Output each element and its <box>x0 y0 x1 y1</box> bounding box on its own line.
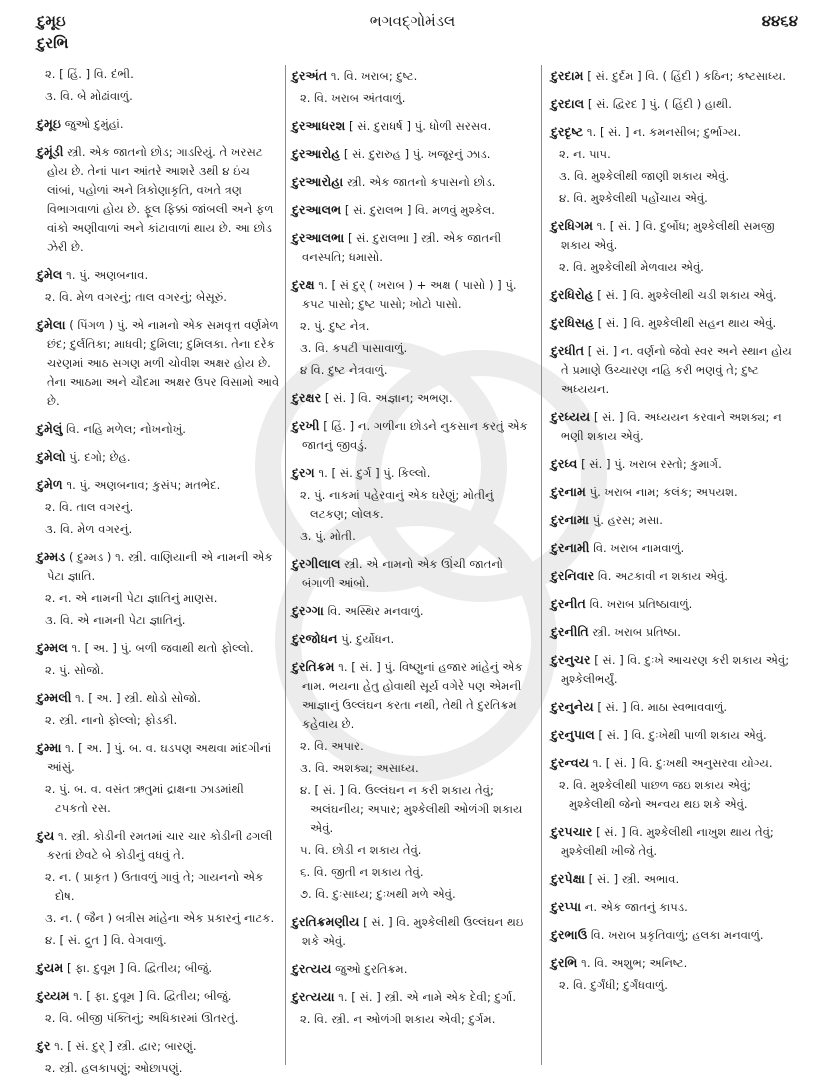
headword: દુરનીતિ <box>551 624 589 639</box>
definition-text: [ સં. ] વિ. માઠા સ્વભાવવાળું. <box>597 700 728 714</box>
dictionary-entry <box>292 116 535 136</box>
entry-definition <box>551 725 796 745</box>
headword: દુરઆધરશ <box>292 118 346 133</box>
definition-text: ૧. [ સં. ] સ્ત્રી. એ નામે એક દેવી; દુર્ગા. <box>338 990 517 1004</box>
entry-definition <box>37 447 280 467</box>
entry-definition <box>551 285 796 305</box>
entry-definition <box>292 987 535 1007</box>
headword: દુરઆલભા <box>292 230 345 245</box>
dictionary-entry <box>37 738 280 818</box>
headword: દુર <box>37 1038 51 1053</box>
definition-text: ૧. [ અ. ] સ્ત્રી. થોડો સોજો. <box>75 691 201 705</box>
headword: દુરધ્વ <box>551 456 578 471</box>
entry-definition <box>292 200 535 220</box>
entry-definition <box>37 265 280 285</box>
definition-text: [ સં. દુર્દમ ] વિ. ( હિંદી ) કઠિન; કષ્ટસાધ્ય. <box>587 69 786 83</box>
headword: દુરઆરોહા <box>292 174 344 189</box>
headword: દુરતિક્રમ <box>292 659 335 674</box>
dictionary-entry <box>551 622 796 642</box>
headword: દુમેલું <box>37 421 63 436</box>
entry-definition <box>292 959 535 979</box>
entry-definition <box>37 114 280 134</box>
headword: દુમ્મા <box>37 740 62 755</box>
headword: દુરધીત <box>551 343 585 358</box>
entry-definition <box>551 594 796 614</box>
headword: દુમેલા <box>37 317 66 332</box>
sense-item: ૨. વિ. બીજી પંક્તિનું; અધિકારમાં ઊતરતું. <box>45 1011 239 1025</box>
entry-definition <box>37 475 280 495</box>
headword: દુરધિરોહ <box>551 287 594 302</box>
definition-text: [ ફા. દુવૂમ ] વિ. દ્વિતીય; બીજું. <box>66 961 213 975</box>
dictionary-entry <box>551 313 796 333</box>
dictionary-entry <box>292 228 535 267</box>
headword: દુરનામા <box>551 512 589 527</box>
entry-definition <box>551 482 796 502</box>
dictionary-entry <box>551 725 796 745</box>
dictionary-entry <box>37 638 280 680</box>
definition-text: પું. દગો; છેહ. <box>69 450 131 464</box>
guide-word-last: દુરભિ <box>37 34 69 52</box>
headword: દુમૂઇ <box>37 116 62 131</box>
definition-text: ૧. [ સં. ] પું. વિષ્ણુનાં હજાર માંહેનું એક નામ. ભયના હેતુ હોવાથી સૂર્ય વગેરે પણ એમની આજ્ઞાનું ઉલ્લંઘન કરતા નથી, તેથી તે દુરતિક્રમ કહેવાય છે. <box>302 660 523 731</box>
definition-text: ૧. [ ફા. દુવૂમ ] વિ. દ્વિતીય; બીજું. <box>73 989 232 1003</box>
dictionary-column-3 <box>551 66 796 1003</box>
entry-definition <box>551 454 796 474</box>
dictionary-entry <box>551 482 796 502</box>
dictionary-entry <box>551 594 796 614</box>
definition-text: જુઓ દુરતિક્રમ. <box>335 962 408 976</box>
definition-text: પું. દુર્યોધન. <box>341 632 395 646</box>
headword: દુરદામ <box>551 68 584 83</box>
entry-definition <box>292 416 535 455</box>
entry-definition <box>37 826 280 865</box>
definition-text: ૧. [ સં. ] વિ. દુઃખથી અનુસરવા યોગ્ય. <box>592 756 773 770</box>
sense-item: ૨. વિ. મુશ્કેલીથી પાછળ જઇ શકાય એવું; મુશ્કેલીથી જેનો અન્વય થઇ શકે એવું. <box>559 778 752 811</box>
entry-definition <box>551 341 796 399</box>
definition-text: [ સં. દુરાલભ ] વિ. મળવું મુશ્કેલ. <box>344 203 495 217</box>
definition-text: ૧. સ્ત્રી. કોડીની રમતમાં ચાર ચાર કોડીની ઢગલી કરતાં છેવટે બે કોડીનું વધવું તે. <box>47 829 273 862</box>
sense-item: ૨. ન. એ નામની પેટા જ્ઞાતિનું માણસ. <box>45 591 218 605</box>
entry-definition <box>551 313 796 333</box>
page-header <box>0 12 825 34</box>
definition-text: [ સં. ] વિ. મુશ્કેલીથી ઉલ્લંઘન થઇ શકે એવું. <box>302 915 524 948</box>
dictionary-entry <box>292 275 535 380</box>
sense-item: ૩. વિ. અશક્ય; અસાધ્ય. <box>300 761 419 775</box>
dictionary-entry <box>292 172 535 192</box>
definition-text: ન. એક જાતનું કાપડ. <box>584 900 688 914</box>
entry-definition <box>551 953 796 973</box>
entry-definition <box>292 601 535 621</box>
dictionary-entry <box>551 953 796 995</box>
dictionary-entry <box>37 65 280 106</box>
entry-definition <box>551 538 796 558</box>
entry-definition <box>551 925 796 945</box>
column-divider <box>285 65 286 1065</box>
sense-item: ૩. વિ. કપટી પાસાવાળું. <box>300 341 408 355</box>
entry-definition <box>37 1036 280 1056</box>
definition-text: વિ. નહિ મળેલ; નોખનોખું. <box>66 422 186 436</box>
definition-text: ૧. [ સં દુર્ ( ખરાબ ) + અક્ષ ( પાસો ) ] પું. કપટ પાસો; દુષ્ટ પાસો; ખોટો પાસો. <box>302 278 517 311</box>
headword: દુમ્મડ <box>37 549 66 564</box>
dictionary-entry <box>551 216 796 277</box>
dictionary-entry <box>551 822 796 861</box>
definition-text: [ સં. દુરાલભા ] સ્ત્રી. એક જાતની વનસ્પતિ; ધમાસો. <box>302 231 502 264</box>
definition-text: [ સં. ] વિ. મુશ્કેલીથી સહન થાય એવું. <box>597 316 777 330</box>
sense-item: ૨. વિ. અપાર. <box>300 739 364 753</box>
dictionary-entry <box>551 122 796 208</box>
headword: દુરઆલભ <box>292 202 342 217</box>
dictionary-entry <box>292 959 535 979</box>
dictionary-entry <box>551 454 796 474</box>
headword: દુય <box>37 828 55 843</box>
sense-item: ૨. [ હિં. ] વિ. દંભી. <box>45 67 134 81</box>
sense-item: ૨. સ્ત્રી. હલકાપણું; ઓછાપણું. <box>45 1061 183 1075</box>
sense-item: ૩. વિ. એ નામની પેટા જ્ઞાતિનું. <box>45 613 186 627</box>
headword: દુરનામ <box>551 484 586 499</box>
definition-text: [ સં. ] વિ. મુશ્કેલીથી ચડી શકાય એવું. <box>597 288 777 302</box>
entry-definition <box>292 275 535 314</box>
sense-item: ૨. વિ. મેળ વગરનું; તાલ વગરનું; બેસૂરું. <box>45 290 227 304</box>
entry-definition <box>292 116 535 136</box>
dictionary-entry <box>551 94 796 114</box>
sense-item: ૩. વિ. મુશ્કેલીથી જાણી શકાય એવું. <box>559 169 730 183</box>
dictionary-entry <box>292 144 535 164</box>
definition-text: વિ. ખરાબ પ્રતિષ્ઠાવાળું. <box>589 597 693 611</box>
headword: દુમેલો <box>37 449 66 464</box>
sense-item: ૪ વિ. દુષ્ટ નેત્રવાળું. <box>300 363 388 377</box>
headword: દુરગીલાલ <box>292 556 341 571</box>
sense-item: ૨. પું. નાકમાં પહેરવાનું એક ઘરેણું; મોતીનું લટકણ; લોલક. <box>300 488 494 521</box>
column-divider <box>541 65 542 1065</box>
definition-text: પું. હરસ; મસા. <box>592 513 663 527</box>
headword: દુરપ્પા <box>551 899 582 914</box>
headword: દુરનીત <box>551 596 586 611</box>
headword: દુરધિસહ <box>551 315 595 330</box>
headword: દુરખી <box>292 418 320 433</box>
definition-text: ૧. [ સં. ] ન. કમનસીબ; દુર્ભાગ્ય. <box>586 125 742 139</box>
entry-definition <box>37 958 280 978</box>
dictionary-entry <box>551 897 796 917</box>
entry-definition <box>551 822 796 861</box>
dictionary-entry <box>292 657 535 904</box>
headword: દુમૂંડી <box>37 144 64 159</box>
dictionary-entry <box>292 912 535 951</box>
dictionary-entry <box>37 475 280 539</box>
definition-text: વિ. અટકાવી ન શકાય એવું. <box>597 569 728 583</box>
definition-text: [ સં. ] વિ. અજ્ઞાન; અભણ. <box>324 391 453 405</box>
entry-definition <box>551 216 796 255</box>
dictionary-entry <box>292 987 535 1029</box>
headword: દુરતિક્રમણીય <box>292 914 360 929</box>
sense-item: ૨. વિ. સ્ત્રી. ન ઓળંગી શકાય એવી; દુર્ગમ. <box>300 1012 496 1026</box>
sense-item: ૩. વિ. મેળ વગરનું. <box>45 522 133 536</box>
definition-text: ( દુમ્મડ ) ૧. સ્ત્રી. વાણિયાની એ નામની એક પેટા જ્ઞાતિ. <box>47 550 273 583</box>
sense-item: ૨. વિ. મુશ્કેલીથી મેળવાય એવું. <box>559 260 704 274</box>
headword: દુરગ્ગા <box>292 603 324 618</box>
definition-text: સ્ત્રી. એક જાતનો કપાસનો છોડ. <box>346 175 496 189</box>
definition-text: ૧. પું. અણબનાવ. <box>66 268 149 282</box>
entry-definition <box>37 738 280 777</box>
sense-item: ૩. વિ. બે મોઢાંવાળું. <box>45 89 133 103</box>
sense-item: ૪. [ સં. ] વિ. ઉલ્લંઘન ન કરી શકાય તેવું; અલંઘનીય; અપાર; મુશ્કેલીથી ઓળંગી શકાય એવું. <box>300 783 523 835</box>
definition-text: ૧. પું. અણબનાવ; કુસંપ; મતભેદ. <box>66 478 221 492</box>
sense-item: ૪. [ સં. દ્રુત ] વિ. વેગવાળું. <box>45 933 167 947</box>
entry-definition <box>551 869 796 889</box>
entry-definition <box>37 638 280 658</box>
headword: દુરન્વય <box>551 755 590 770</box>
headword: દુરપેક્ષા <box>551 871 585 886</box>
headword: દુરનામી <box>551 540 590 555</box>
dictionary-entry <box>551 285 796 305</box>
headword: દુરપચાર <box>551 824 593 839</box>
headword: દુરત્યય <box>292 961 332 976</box>
dictionary-entry <box>292 388 535 408</box>
entry-definition <box>551 66 796 86</box>
entry-definition <box>551 566 796 586</box>
definition-text: વિ. ખરાબ નામવાળું. <box>593 541 685 555</box>
definition-text: [ સં. ] વિ. અધ્યયન કરવાને અશક્ય; ન ભણી શકાય એવું. <box>561 410 782 443</box>
sense-item: ૨. પું. બ. વ. વસંત ઋતુમાં દ્રાક્ષના ઝાડમાંથી ટપકતો રસ. <box>45 782 244 815</box>
definition-text: ૧. [ સં. ] વિ. દુર્બોધ; મુશ્કેલીથી સમજી શકાય એવું. <box>561 219 775 252</box>
dictionary-entry <box>37 1036 280 1078</box>
dictionary-entry <box>292 66 535 108</box>
definition-text: ૧. [ સં. દુર્ગ ] પું. કિલ્લો. <box>318 466 431 480</box>
entry-definition <box>292 912 535 951</box>
headword: દુરદાલ <box>551 96 585 111</box>
dictionary-entry <box>551 925 796 945</box>
definition-text: સ્ત્રી. એક જાતનો છોડ; ગાડરિયું. તે ખરસટ હોય છે. તેનાં પાન આંતરે આશરે ૩થી ૪ ઇંચ લાંબાં, પહોળાં અને ત્રિકોણાકૃતિ, વખતે ત્રણ વિભાગવાળાં હોય છે. ફૂલ ફિક્કાં જાંબલી અને ફળ વાંકો અણીવાળાં અને કાંટાવાળાં થાય છે. આ છોડ ઝેરી છે. <box>47 145 274 254</box>
headword: દુમેલ <box>37 267 63 282</box>
entry-definition <box>551 510 796 530</box>
headword: દુરભિ <box>551 955 578 970</box>
dictionary-entry <box>37 114 280 134</box>
definition-text: ૧. [ અ. ] પું. બળી જવાથી થતો ફોલ્લો. <box>71 641 254 655</box>
entry-definition <box>551 122 796 142</box>
dictionary-entry <box>551 538 796 558</box>
definition-text: [ સં. ] વિ. દુઃખે આચરણ કરી શકાય એવું; મુશ્કેલીભર્યું. <box>561 653 790 686</box>
definition-text: ૧. વિ. ખરાબ; દુષ્ટ. <box>330 69 418 83</box>
entry-definition <box>551 650 796 689</box>
dictionary-entry <box>551 566 796 586</box>
sense-item: ૨. પું. સોજો. <box>45 663 104 677</box>
headword: દુરગ <box>292 465 315 480</box>
definition-text: [ સં. ] પું. ખરાબ રસ્તો; કુમાર્ગ. <box>581 457 722 471</box>
entry-definition <box>292 228 535 267</box>
headword: દુમ્મલી <box>37 690 72 705</box>
sense-item: ૪. વિ. મુશ્કેલીથી પહોંચાય એવું. <box>559 191 708 205</box>
headword: દુરદૃષ્ટ <box>551 124 584 139</box>
headword: દુરનિવાર <box>551 568 595 583</box>
dictionary-entry <box>551 341 796 399</box>
entry-definition <box>292 657 535 734</box>
headword: દુરધિગમ <box>551 218 594 233</box>
dictionary-entry <box>37 419 280 439</box>
dictionary-entry <box>551 869 796 889</box>
dictionary-entry <box>37 265 280 307</box>
sense-item: ૩. પું. મોતી. <box>300 529 356 543</box>
dictionary-entry <box>292 554 535 593</box>
definition-text: [ સં. ] વિ. દુઃખેથી પાળી શકાય એવું. <box>598 728 767 742</box>
definition-text: વિ. ખરાબ પ્રકૃતિવાળું; હલકા મનવાળું. <box>590 928 764 942</box>
entry-definition <box>292 172 535 192</box>
dictionary-entry <box>292 463 535 546</box>
definition-text: [ સં. દ્વિરદ ] પું. ( હિંદી ) હાથી. <box>587 97 732 111</box>
sense-item: ૨. ન. પાપ. <box>559 147 611 161</box>
definition-text: [ સં. ] વિ. મુશ્કેલીથી નાખુશ થાય તેવું; મુશ્કેલીથી ખીજે તેવું. <box>561 825 774 858</box>
dictionary-entry <box>292 601 535 621</box>
dictionary-entry <box>37 986 280 1028</box>
definition-text: જુઓ દુમુંહાં. <box>64 117 124 131</box>
headword: દુરજોધન <box>292 631 338 646</box>
page-number: ૪૪૬૪ <box>761 12 798 30</box>
entry-definition <box>37 419 280 439</box>
dictionary-entry <box>37 315 280 411</box>
entry-definition <box>551 94 796 114</box>
dictionary-entry <box>292 629 535 649</box>
sense-item: ૨. વિ. તાલ વગરનું. <box>45 500 134 514</box>
sense-item: ૩. ન. ( જૈન ) બત્રીસ માંહેના એક પ્રકારનું નાટક. <box>45 911 275 925</box>
entry-definition <box>37 142 280 257</box>
headword: દુરધ્યય <box>551 409 591 424</box>
headword: દુયમ <box>37 960 64 975</box>
sense-item: ૫. વિ. છોડી ન શકાય તેવું. <box>300 843 422 857</box>
entry-definition <box>551 622 796 642</box>
definition-text: [ સં. ] ન. વર્ણનો જેવો સ્વર અને સ્થાન હોય તે પ્રમાણે ઉચ્ચારણ નહિ કરી ભણવું તે; દુષ્ટ અધ્યયન. <box>561 344 792 396</box>
sense-item: ૬. વિ. જીતી ન શકાય તેવું. <box>300 865 424 879</box>
headword: દુમ્મલ <box>37 640 68 655</box>
headword: દુરઆરોહ <box>292 146 341 161</box>
dictionary-column-1 <box>37 62 280 1086</box>
definition-text: સ્ત્રી. ખરાબ પ્રતિષ્ઠા. <box>592 625 681 639</box>
sense-item: ૨. વિ. દુર્ગંધી; દુર્ગંધવાળું. <box>559 978 668 992</box>
dictionary-entry <box>37 142 280 257</box>
entry-definition <box>551 697 796 717</box>
definition-text: વિ. અસ્થિર મનવાળું. <box>327 604 424 618</box>
definition-text: ૧. [ સં. દુર્ ] સ્ત્રી. દ્વાર; બારણું. <box>54 1039 197 1053</box>
dictionary-entry <box>37 547 280 630</box>
entry-definition <box>37 547 280 586</box>
entry-definition <box>37 688 280 708</box>
headword: દુરનુપાલ <box>551 727 595 742</box>
entry-definition <box>292 66 535 86</box>
definition-text: સ્ત્રી. એ નામનો એક ઊંચી જાતનો બંગાળી આંબો. <box>302 557 503 590</box>
entry-definition <box>292 629 535 649</box>
entry-definition <box>37 986 280 1006</box>
definition-text: [ સં. દુરારુહ ] પું. ખજૂરનું ઝાડ. <box>343 147 491 161</box>
entry-definition <box>37 315 280 411</box>
definition-text: [ હિં. ] ન. ગળીના છોડને નુકસાન કરતું એક જાતનું જીવડું. <box>302 419 528 452</box>
entry-definition <box>292 463 535 483</box>
definition-text: [ સં. ] સ્ત્રી. અભાવ. <box>588 872 680 886</box>
dictionary-entry <box>551 407 796 446</box>
guide-word-first: દુમૂઇ <box>37 12 66 30</box>
entry-definition <box>551 753 796 773</box>
sense-item: ૭. વિ. દુઃસાધ્ય; દુઃખથી મળે એવું. <box>300 887 456 901</box>
entry-definition <box>551 897 796 917</box>
headword: દુરત્યયા <box>292 989 335 1004</box>
entry-definition <box>292 554 535 593</box>
headword: દુરભાઉ <box>551 927 588 942</box>
dictionary-entry <box>551 510 796 530</box>
headword: દુરનુનેય <box>551 699 594 714</box>
entry-definition <box>292 144 535 164</box>
dictionary-entry <box>551 66 796 86</box>
dictionary-column-2 <box>292 66 535 1037</box>
entry-definition <box>292 388 535 408</box>
headword: દુય્યમ <box>37 988 70 1003</box>
dictionary-entry <box>37 958 280 978</box>
sense-item: ૨. પું. દુષ્ટ નેત્ર. <box>300 319 370 333</box>
definition-text: ૧. [ અ. ] પું. બ. વ. ઘડપણ અથવા માંદગીનાં આંસું. <box>47 741 272 774</box>
definition-text: [ સં. દુરાધર્ષ ] પું. ધોળી સરસવ. <box>349 119 492 133</box>
headword: દુરક્ષ <box>292 277 315 292</box>
dictionary-entry <box>37 826 280 950</box>
dictionary-entry <box>37 447 280 467</box>
definition-text: ૧. વિ. અશુભ; અનિષ્ટ. <box>581 956 688 970</box>
dictionary-entry <box>551 650 796 689</box>
definition-text: પું. ખરાબ નામ; કલંક; અપયશ. <box>589 485 738 499</box>
dictionary-entry <box>292 200 535 220</box>
dictionary-entry <box>37 688 280 730</box>
dictionary-entry <box>551 753 796 814</box>
headword: દુરક્ષર <box>292 390 322 405</box>
dictionary-entry <box>292 416 535 455</box>
dictionary-entry <box>551 697 796 717</box>
entry-definition <box>551 407 796 446</box>
headword: દુમેળ <box>37 477 63 492</box>
page-title: ભગવદ્ગોમંડલ <box>369 12 456 30</box>
sense-item: ૨. ન. ( પ્રાકૃત ) ઉતાવળું ગાવું તે; ગાયનનો એક દોષ. <box>45 870 264 903</box>
headword: દુરનુચર <box>551 652 591 667</box>
sense-item: ૨. સ્ત્રી. નાનો ફોલ્લો; ફોડકી. <box>45 713 178 727</box>
definition-text: ( પિંગળ ) પું. એ નામનો એક સમવૃત્ત વર્ણમેળ છંદ; દુર્લતિકા; માધવી; દુમિલા; દુમિલકા. તેના દરેક ચરણમાં આઠ સગણ મળી ચોવીશ અક્ષર હોય છે. તેના આઠમા અને ચૌદમા અક્ષર ઉપર વિસામો આવે છે. <box>47 318 280 408</box>
headword: દુરઅંત <box>292 68 328 83</box>
sense-item: ૨. વિ. ખરાબ અંતવાળું. <box>300 91 406 105</box>
